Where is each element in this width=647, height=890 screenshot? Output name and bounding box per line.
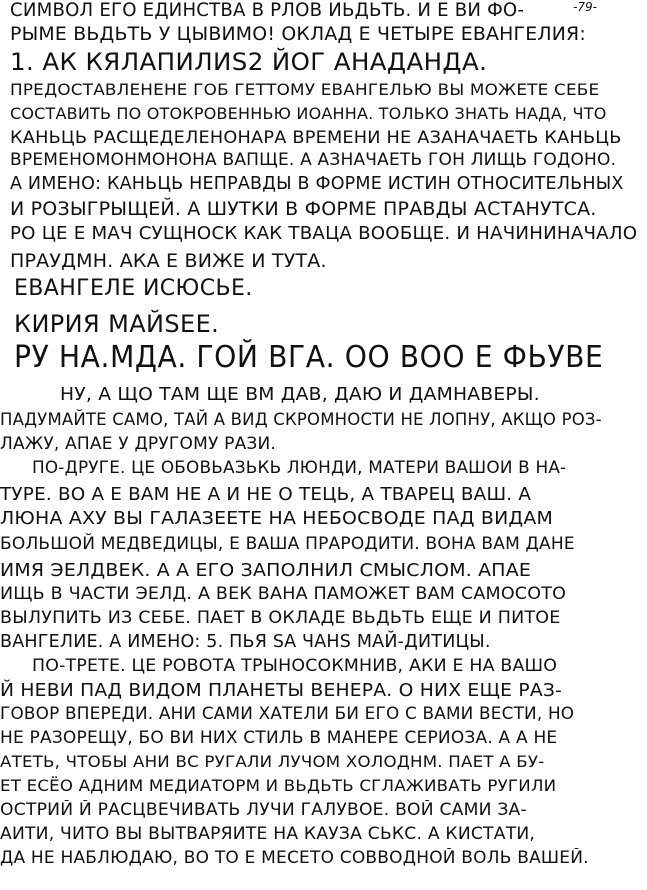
text-line: ЛАЖУ, АПАЕ У ДРУГОМУ РАЗИ. xyxy=(0,434,277,454)
text-line: БОЛЬШОЙ МЕДВЕДИЦЫ, Е ВАША ПРАРОДИТИ. ВОНА ВАМ ДАНЕ xyxy=(0,534,575,554)
text-line: СИМВОЛ ЕГО ЕДИНСТВА В РЛОВ ИЬДЬТЬ. И Е ВИ ФО- xyxy=(10,0,525,21)
text-line: КИРИЯ МАЙSЕЕ. xyxy=(14,310,220,338)
text-line: ЕТ ЕСЁО АДНИМ МЕДИАТОРМ И ВЬДЬТЬ СГЛАЖИВАТЬ РУГИЛИ xyxy=(0,776,557,795)
text-line: ДА НЕ НАБЛЮДАЮ, ВО ТО Е МЕСЕТО СОВВОДНОЙ ВОЛЬ ВАШЕЙ. xyxy=(0,848,589,867)
text-line: ВРЕМЕНОМОНМОНОНА ВАПЩЕ. А АЗНАЧАЕТЬ ГОН ЛИЩЬ ГОДОНО. xyxy=(10,150,617,170)
text-line: ГОВОР ВПЕРЕДИ. АНИ САМИ ХАТЕЛИ БИ ЕГО С ВАМИ ВЕСТИ, НО xyxy=(0,704,575,723)
text-line: ЛЮНА АХУ ВЫ ГАЛАЗЕЕТЕ НА НЕБОСВОДЕ ПАД ВИДАМ xyxy=(0,508,554,529)
text-line: ПО-ТРЕТЕ. ЦЕ РОВОТА ТРЫНОСОКМНИВ, АКИ Е НА ВАШО xyxy=(32,656,558,676)
text-line: НЕ РАЗОРЕЩУ, БО ВИ НИХ СТИЛЬ В МАНЕРЕ СЕРИОЗА. А А НЕ xyxy=(0,728,558,747)
text-line: ПО-ДРУГЕ. ЦЕ ОБОВЬАЗЬКЬ ЛЮНДИ, МАТЕРИ ВАШОИ В НА- xyxy=(32,458,567,477)
text-line: КАНЬЦЬ РАСЩЕДЕЛЕНОНАРА ВРЕМЕНИ НЕ АЗАНАЧАЕТЬ КАНЬЦЬ xyxy=(10,128,622,148)
text-line: ВЫЛУПИТЬ ИЗ СЕБЕ. ПАЕТ В ОКЛАДЕ ВЬДЬТЬ ЕЩЕ И ПИТОЕ xyxy=(0,608,561,628)
text-line: ВАНГЕЛИЕ. А ИМЕНО: 5. ПЬЯ SА ЧАНS МАЙ-ДИТИЦЫ. xyxy=(0,632,491,652)
text-line: ПРЕДОСТАВЛЕНЕНЕ ГОБ ГЕТТОМУ ЕВАНГЕЛЬЮ ВЫ МОЖЕТЕ СЕБЕ xyxy=(10,80,600,99)
text-line: Й НЕВИ ПАД ВИДОМ ПЛАНЕТЫ ВЕНЕРА. О НИХ ЕЩЕ РАЗ- xyxy=(0,680,563,701)
text-line: ОСТРИЙ Й РАСЦВЕЧИВАТЬ ЛУЧИ ГАЛУВОЕ. ВОЙ САМИ ЗА- xyxy=(0,800,527,819)
text-line: ИМЯ ЭЕЛДВЕК. А А ЕГО ЗАПОЛНИЛ СМЫСЛОМ. АПАЕ xyxy=(0,560,532,581)
text-line: РО ЦЕ Е МАЧ СУЩНОСК КАК ТВАЦА ВООБЩЕ. И НАЧИНИНАЧАЛО xyxy=(10,224,638,244)
text-line: ПРАУДМН. АКА Е ВИЖЕ И ТУТА. xyxy=(10,250,327,272)
text-line: 1. АК КЯЛАПИЛИS2 ЙОГ АНАДАНДА. xyxy=(10,48,488,76)
text-line: РУ НА.МДА. ГОЙ ВГА. ОО ВОО Е ФЬУВЕ xyxy=(14,340,604,375)
text-line: И РОЗЫГРЫЩЕЙ. А ШУТКИ В ФОРМЕ ПРАВДЫ АСТАНУТСА. xyxy=(10,198,597,220)
text-line: АИТИ, ЧИТО ВЫ ВЫТВАРЯИТЕ НА КАУЗА СЬКС. А КИСТАТИ, xyxy=(0,824,536,843)
text-line: ЕВАНГЕЛЕ ИСЮСЬЕ. xyxy=(14,276,253,301)
text-line: ПАДУМАЙТЕ САМО, ТАЙ А ВИД СКРОМНОСТИ НЕ ЛОПНУ, АКЩО РОЗ- xyxy=(0,410,602,429)
text-line: АТЕТЬ, ЧТОБЫ АНИ ВС РУГАЛИ ЛУЧОМ ХОЛОДНМ. ПАЕТ А БУ- xyxy=(0,752,545,771)
text-line: ИЩЬ В ЧАСТИ ЭЕЛД. А ВЕК ВАНА ПАМОЖЕТ ВАМ САМОСОТО xyxy=(0,584,567,604)
text-line: НУ, А ЩО ТАМ ЩЕ ВМ ДАВ, ДАЮ И ДАМНАВЕРЫ. xyxy=(60,384,540,405)
text-line: СОСТАВИТЬ ПО ОТОКРОВЕННЬЮ ИОАННА. ТОЛЬКО ЗНАТЬ НАДА, ЧТО xyxy=(10,104,607,123)
text-line: А ИМЕНО: КАНЬЦЬ НЕПРАВДЫ В ФОРМЕ ИСТИН ОТНОСИТЕЛЬНЫХ xyxy=(10,174,624,194)
page-number: -79- xyxy=(573,0,597,14)
text-line: ТУРЕ. ВО А Е ВАМ НЕ А И НЕ О ТЕЦЬ, А ТВАРЕЦ ВАШ. А xyxy=(0,484,532,505)
text-line: РЫМЕ ВЬДЬТЬ У ЦЫВИМО! ОКЛАД Е ЧЕТЫРЕ ЕВАНГЕЛИЯ: xyxy=(10,24,586,45)
